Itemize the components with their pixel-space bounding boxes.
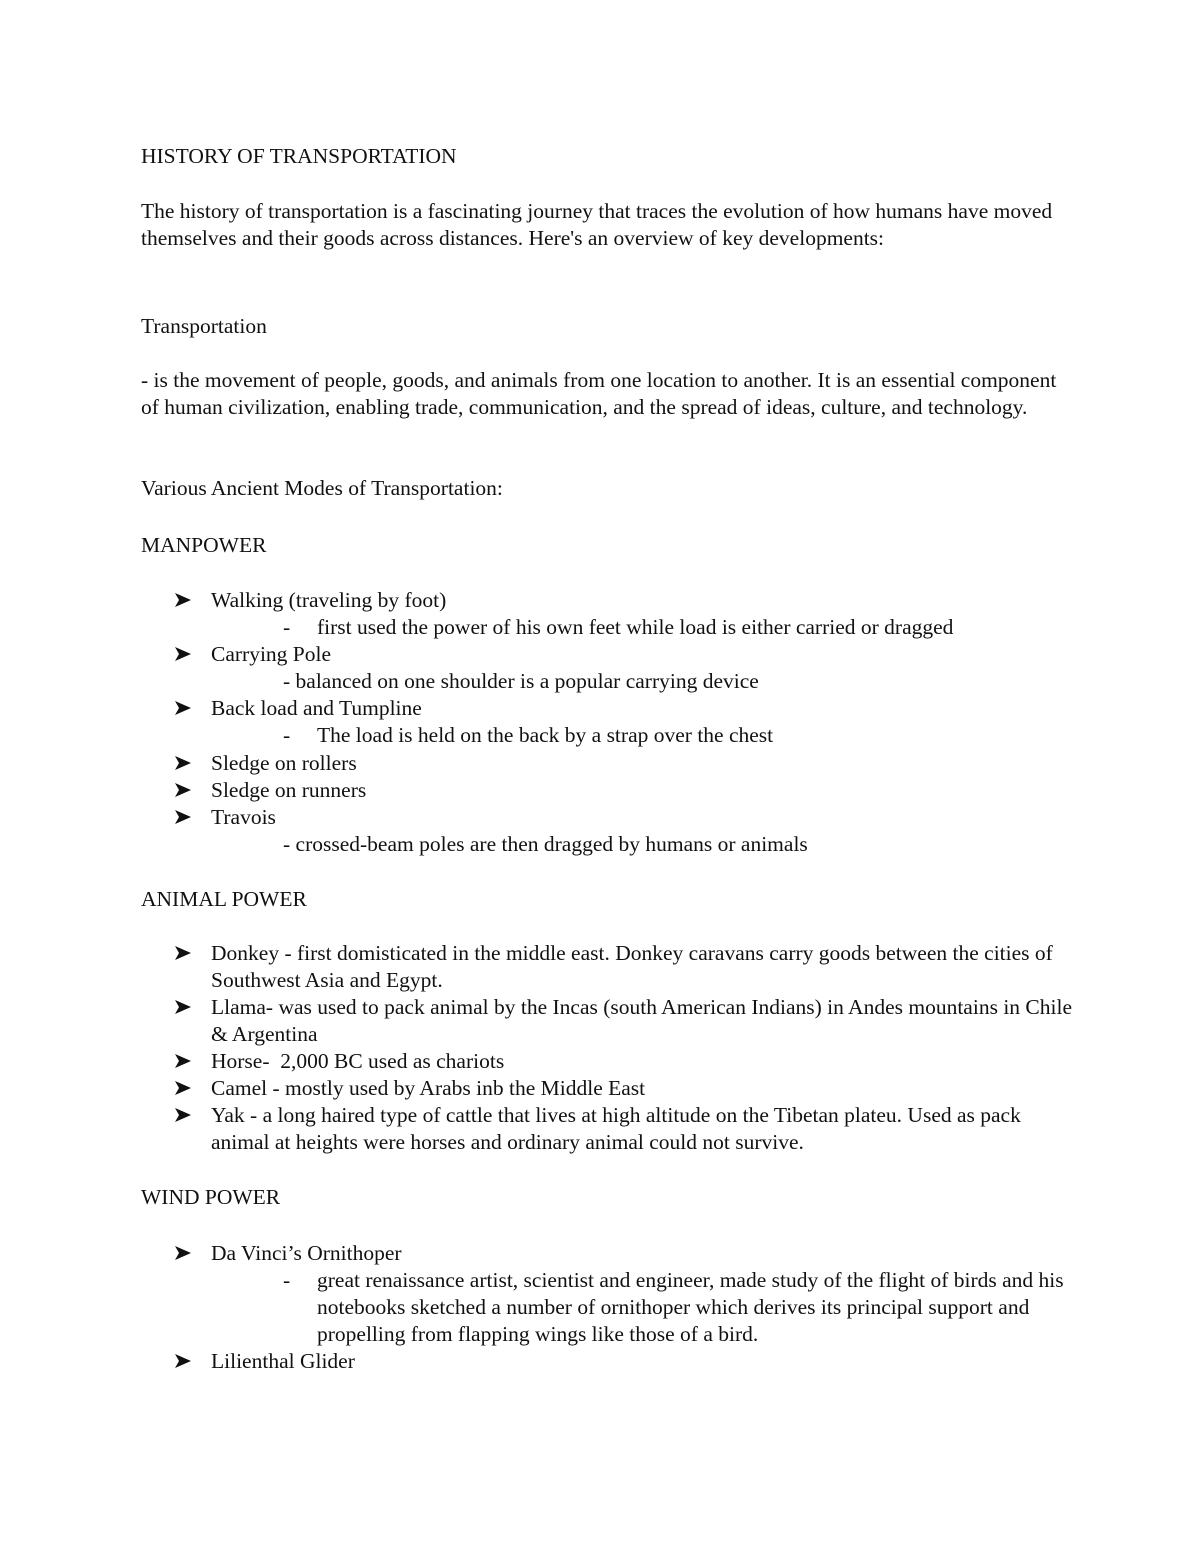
list-item-detail: The load is held on the back by a strap over the chest (317, 723, 774, 747)
list-item-back-load: Back load and Tumpline (211, 696, 422, 720)
list-item-detail: first used the power of his own feet while load is either carried or dragged (317, 615, 954, 639)
list-item-sledge-runners: Sledge on runners (211, 778, 367, 802)
arrow-bullet-icon (174, 1075, 200, 1102)
list-item-carrying-pole: Carrying Pole (211, 642, 332, 666)
list-item-walking: Walking (traveling by foot) (211, 588, 447, 612)
arrow-bullet-icon (174, 940, 200, 967)
modes-heading: Various Ancient Modes of Transportation: (141, 476, 503, 500)
list-item-detail: - crossed-beam poles are then dragged by humans or animals (283, 832, 808, 856)
list-item-donkey: Donkey - first domisticated in the middle east. Donkey caravans carry goods between the cities of Southwest Asia and Egypt. (211, 941, 1053, 992)
definition-paragraph: - is the movement of people, goods, and animals from one location to another. It is an essential component of human civilization, enabling trade, communication, and the spread of ideas, culture, and technology. (141, 368, 1057, 419)
list-item-horse: Horse- 2,000 BC used as chariots (211, 1049, 505, 1073)
dash-marker: - (283, 723, 291, 747)
arrow-bullet-icon (174, 994, 200, 1021)
list-item-travois: Travois (211, 805, 276, 829)
arrow-bullet-icon (174, 777, 200, 804)
list-item-detail: - balanced on one shoulder is a popular carrying device (283, 669, 759, 693)
arrow-bullet-icon (174, 695, 200, 722)
list-item-camel: Camel - mostly used by Arabs inb the Middle East (211, 1076, 646, 1100)
list-item-sledge-rollers: Sledge on rollers (211, 751, 357, 775)
arrow-bullet-icon (174, 1240, 200, 1267)
dash-marker: - (283, 1268, 291, 1292)
arrow-bullet-icon (174, 1348, 200, 1375)
list-item-ornithoper: Da Vinci’s Ornithoper (211, 1241, 402, 1265)
arrow-bullet-icon (174, 750, 200, 777)
arrow-bullet-icon (174, 1048, 200, 1075)
intro-paragraph: The history of transportation is a fascinating journey that traces the evolution of how humans have moved themselves and their goods across distances. Here's an overview of key developments: (141, 199, 1053, 250)
arrow-bullet-icon (174, 804, 200, 831)
arrow-bullet-icon (174, 641, 200, 668)
manpower-heading: MANPOWER (141, 533, 267, 557)
definition-term: Transportation (141, 314, 267, 338)
list-item-yak: Yak - a long haired type of cattle that lives at high altitude on the Tibetan plateu. Used as pack animal at heights were horses and ordinary animal could not survive. (211, 1103, 1021, 1154)
list-item-lilienthal-glider: Lilienthal Glider (211, 1349, 355, 1373)
arrow-bullet-icon (174, 587, 200, 614)
wind-power-heading: WIND POWER (141, 1185, 281, 1209)
document-title: HISTORY OF TRANSPORTATION (141, 144, 457, 168)
dash-marker: - (283, 615, 291, 639)
list-item-detail: great renaissance artist, scientist and engineer, made study of the flight of birds and his notebooks sketched a number of ornithoper which derives its principal support and propelling from flapping wings like those of a bird. (317, 1268, 1064, 1346)
arrow-bullet-icon (174, 1102, 200, 1129)
animal-power-heading: ANIMAL POWER (141, 887, 307, 911)
list-item-llama: Llama- was used to pack animal by the Incas (south American Indians) in Andes mountains in Chile & Argentina (211, 995, 1072, 1046)
